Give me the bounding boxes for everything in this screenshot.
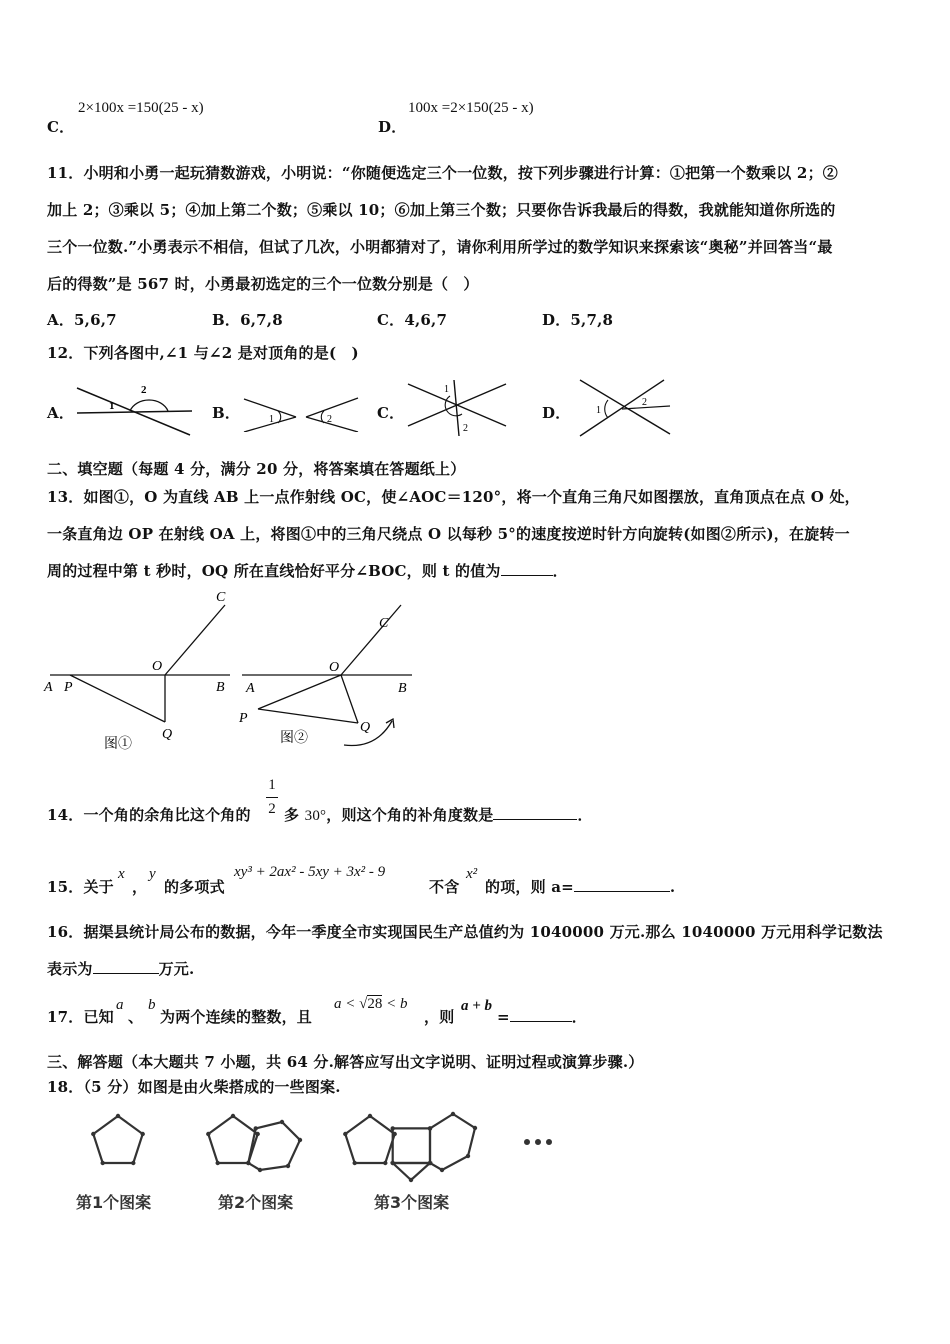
q13-f2-label-b: B <box>398 681 407 696</box>
q17-eq: = <box>497 1008 510 1026</box>
q17-var-b: b <box>148 997 156 1013</box>
q13-line-2: 一条直角边 OP 在射线 OA 上，将图①中的三角尺绕点 O 以每秒 5°的速度按逆时针方向旋转(如图②所示)，在旋转一 <box>47 525 850 543</box>
q12-c-line-3 <box>454 380 459 436</box>
q12-a-arc-2 <box>130 400 168 411</box>
q18-pattern-1-pentagon-joint-1 <box>141 1132 145 1136</box>
q18-pattern-2-right-joint-4 <box>258 1168 262 1172</box>
q12-option-b-label: B． <box>212 404 241 422</box>
q12-figure-a <box>72 380 197 438</box>
q10-option-d-label: D． <box>378 118 407 136</box>
q10-option-c-formula: 2×100x =150(25 - x) <box>78 100 204 116</box>
q14-frac-bar <box>266 797 278 798</box>
q13-f1-label-a: A <box>44 680 53 695</box>
q11-option-d: D．5,7,8 <box>542 311 614 329</box>
q18-caption-1: 第1个图案 <box>76 1193 152 1212</box>
q14-mid: 多 <box>284 806 300 824</box>
q15-pre: 15．关于 <box>47 878 114 896</box>
q14-degree: 30° <box>304 808 327 824</box>
q17-sqrt: √28 <box>359 996 383 1012</box>
q17-ineq-a: a < <box>334 996 356 1012</box>
q17-answer-blank[interactable] <box>510 1007 572 1022</box>
q17-pre: 17．已知 <box>47 1008 114 1026</box>
q18-stem: 18．（5 分）如图是由火柴搭成的一些图案. <box>47 1078 341 1096</box>
q12-figure-d <box>572 376 677 440</box>
q14-line <box>47 804 251 825</box>
q11-option-a: A．5,6,7 <box>47 311 117 329</box>
q15-answer-blank[interactable] <box>574 877 670 892</box>
q11-line-4: 后的得数”是 567 时，小勇最初选定的三个一位数分别是（ ） <box>47 275 479 293</box>
q18-pattern-3-middle <box>393 1128 430 1163</box>
q13-f2-side-oq <box>341 675 358 723</box>
q16-answer-blank[interactable] <box>93 959 159 974</box>
q18-pattern-3-bottom-joint-1 <box>428 1161 432 1165</box>
q10-option-d-formula: 100x =2×150(25 - x) <box>408 100 534 116</box>
q11-line-2: 加上 2；③乘以 5；④加上第二个数；⑤乘以 10；⑥加上第三个数；只要你告诉我最后的得数，我就能知道你所选的 <box>47 201 836 219</box>
q14-pre: 14．一个角的余角比这个角的 <box>47 806 251 824</box>
q12-c-mark-2: 2 <box>463 423 468 434</box>
q15-line <box>47 876 114 897</box>
q18-caption-3: 第3个图案 <box>374 1193 450 1212</box>
q17-eq-line <box>497 1006 587 1027</box>
q18-pattern-3-pentagon-left-joint-2 <box>383 1161 387 1165</box>
q18-pattern-1-pentagon <box>93 1116 142 1163</box>
q18-pattern-3-bottom-joint-2 <box>409 1178 413 1182</box>
q13-f2-ray-oc <box>341 605 401 675</box>
q18-pattern-3-middle-joint-0 <box>391 1126 395 1130</box>
q12-d-mark-1: 1 <box>596 405 601 416</box>
q15-mid: 的多项式 <box>164 878 225 896</box>
q18-pattern-2-pentagon-left-joint-4 <box>206 1132 210 1136</box>
q15-sep: ， <box>132 878 148 896</box>
q16-line-1: 16．据渠县统计局公布的数据，今年一季度全市实现国民生产总值约为 1040000 万元.那么 1040000 万元用科学记数法 <box>47 923 883 941</box>
q12-option-a-label: A． <box>47 404 75 422</box>
q13-line-3 <box>47 560 568 581</box>
q13-f1-caption: 图① <box>104 737 132 752</box>
q17-var-a: a <box>116 997 124 1013</box>
q12-b-mark-1: 1 <box>269 414 274 425</box>
q14-line-rest <box>284 804 593 825</box>
q12-d-arc-1 <box>605 400 608 418</box>
q12-a-mark-1: 1 <box>109 400 115 412</box>
q18-pattern-3-right-joint-0 <box>428 1126 432 1130</box>
q13-line-3-end: ． <box>552 562 568 580</box>
q18-pattern-2-pentagon-left-joint-0 <box>231 1114 235 1118</box>
q13-f1-label-p: P <box>64 680 73 695</box>
q18-pattern-1-pentagon-joint-0 <box>116 1114 120 1118</box>
q10-option-c-label: C． <box>47 118 75 136</box>
q13-f1-label-o: O <box>152 659 163 674</box>
q18-pattern-3-pentagon-left-joint-4 <box>343 1132 347 1136</box>
q13-figure-2 <box>236 595 416 760</box>
section-3-title: 三、解答题（本大题共 7 小题，共 64 分.解答应写出文字说明、证明过程或演算步骤.） <box>47 1053 644 1071</box>
q15-term: x² <box>466 866 478 882</box>
q13-figure-1 <box>40 585 240 760</box>
q18-pattern-3-right-joint-1 <box>451 1112 455 1116</box>
q15-end: . <box>669 878 676 896</box>
q17-sum: a + b <box>461 998 493 1014</box>
q12-b-line-4 <box>306 417 358 432</box>
q15-post: 的项，则 a= <box>485 878 574 896</box>
q12-a-line-2 <box>77 411 192 413</box>
q16-line-2-post: 万元. <box>158 960 195 978</box>
q17-end: ． <box>571 1008 587 1026</box>
q18-pattern-3-right-joint-4 <box>440 1168 444 1172</box>
q14-frac-den: 2 <box>268 801 276 817</box>
section-2-title: 二、填空题（每题 4 分，满分 20 分，将答案填在答题纸上） <box>47 460 466 478</box>
q18-pattern-1-pentagon-joint-2 <box>131 1161 135 1165</box>
q13-f2-side-op <box>258 675 341 709</box>
q12-c-mark-1: 1 <box>444 384 449 395</box>
q13-line-3-text: 周的过程中第 t 秒时，OQ 所在直线恰好平分∠BOC，则 t 的值为 <box>47 562 501 580</box>
q12-b-line-3 <box>306 398 358 417</box>
q13-f2-caption: 图② <box>280 731 308 746</box>
q18-pattern-3-right <box>430 1114 475 1170</box>
q13-line-1: 13．如图①，O 为直线 AB 上一点作射线 OC，使∠AOC＝120°，将一个直角三角尺如图摆放，直角顶点在点 O 处， <box>47 488 860 506</box>
q18-pattern-1-pentagon-joint-3 <box>101 1161 105 1165</box>
q17-sep: 、 <box>128 1008 144 1026</box>
q14-end: ． <box>577 806 593 824</box>
q15-mid2: 不含 <box>429 878 460 896</box>
q16-line-2 <box>47 958 194 979</box>
q14-answer-blank[interactable] <box>493 805 577 820</box>
q18-pattern-2-right-joint-1 <box>280 1120 284 1124</box>
q12-option-d-label: D． <box>542 404 571 422</box>
q13-f1-label-b: B <box>216 680 225 695</box>
q18-pattern-3-pentagon-left-joint-0 <box>368 1114 372 1118</box>
q17-then: ，则 <box>424 1008 455 1026</box>
q13-f1-label-q: Q <box>162 727 173 742</box>
q13-f2-side-pq <box>258 709 358 723</box>
q17-sqrt-radicand: 28 <box>367 996 383 1012</box>
q14-fraction <box>266 776 278 819</box>
q18-pattern-3-right-joint-3 <box>466 1154 470 1158</box>
q17-mid: 为两个连续的整数，且 <box>160 1008 313 1026</box>
q18-ellipsis <box>524 1139 552 1145</box>
q18-pattern-3-bottom-joint-0 <box>391 1161 395 1165</box>
q12-b-mark-2: 2 <box>327 414 332 425</box>
q18-caption-2: 第2个图案 <box>218 1193 294 1212</box>
q17-inequality <box>334 996 407 1013</box>
q12-figure-b <box>238 392 363 432</box>
q11-line-3: 三个一位数.”小勇表示不相信，但试了几次，小明都猜对了，请你利用所学过的数学知识来探索该“奥秘”并回答当“最 <box>47 238 833 256</box>
q18-pattern-3-bottom <box>393 1163 430 1180</box>
q12-option-c-label: C． <box>377 404 405 422</box>
q14-post: ，则这个角的补角度数是 <box>326 806 494 824</box>
q12-stem: 12．下列各图中,∠1 与∠2 是对顶角的是( ) <box>47 344 359 362</box>
q11-option-c: C．4,6,7 <box>377 311 448 329</box>
q18-pattern-3-pentagon-left <box>345 1116 394 1163</box>
q13-f1-ray-oc <box>165 605 225 675</box>
q18-pattern-2-right-joint-5 <box>246 1161 250 1165</box>
q13-answer-blank[interactable] <box>501 561 553 576</box>
q13-f2-label-p: P <box>239 711 248 726</box>
q18-pattern-2-right-joint-2 <box>298 1138 302 1142</box>
q14-frac-num: 1 <box>268 777 276 793</box>
q12-d-mark-2: 2 <box>642 397 647 408</box>
q13-f2-label-q: Q <box>360 720 371 735</box>
q13-f1-label-c: C <box>216 590 226 605</box>
q13-f2-label-o: O <box>329 660 340 675</box>
q16-line-2-pre: 表示为 <box>47 960 93 978</box>
q11-line-1: 11．小明和小勇一起玩猜数游戏，小明说：“你随便选定三个一位数，按下列步骤进行计算：①把第一个数乘以 2；② <box>47 164 838 182</box>
q13-f1-side-op <box>70 675 165 722</box>
q12-figure-c <box>402 376 512 440</box>
q13-f2-label-c: C <box>379 616 389 631</box>
q12-d-line-2 <box>580 380 664 436</box>
q15-var-y: y <box>149 866 156 882</box>
q15-var-x: x <box>118 866 125 882</box>
q18-pattern-3-pentagon-left-joint-3 <box>353 1161 357 1165</box>
q18-pattern-3-right-joint-2 <box>473 1126 477 1130</box>
q18-pattern-2-pentagon-left-joint-3 <box>216 1161 220 1165</box>
q17-ineq-b: < b <box>386 996 408 1012</box>
q18-pattern-2-pentagon-left-joint-1 <box>256 1132 260 1136</box>
q11-option-b: B．6,7,8 <box>212 311 283 329</box>
q18-pattern-2-right-joint-0 <box>254 1126 258 1130</box>
q18-pattern-2-right-joint-3 <box>286 1164 290 1168</box>
q15-post-line <box>485 876 675 897</box>
q18-pattern-1-pentagon-joint-4 <box>91 1132 95 1136</box>
q15-polynomial: xy³ + 2ax² - 5xy + 3x² - 9 <box>234 864 386 880</box>
q13-f2-label-a: A <box>246 681 255 696</box>
q12-a-mark-2: 2 <box>141 384 147 396</box>
